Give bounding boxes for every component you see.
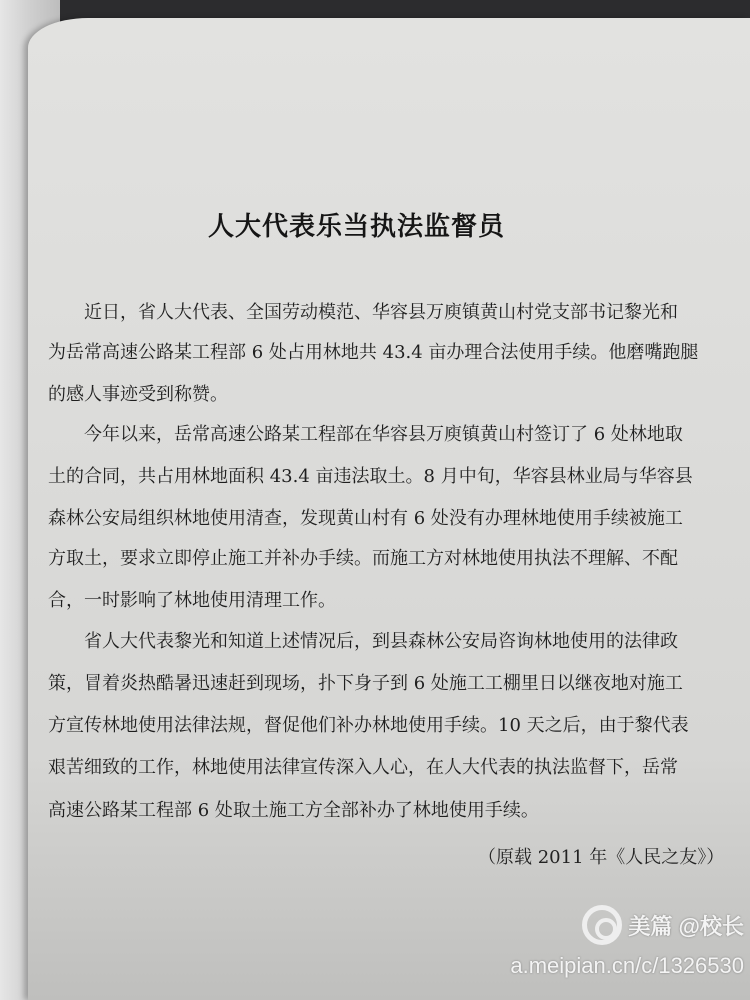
watermark-url: a.meipian.cn/c/1326530 xyxy=(510,953,744,978)
article-title: 人大代表乐当执法监督员 xyxy=(208,212,506,242)
book-page xyxy=(28,18,750,1000)
text-line: 森林公安局组织林地使用清查，发现黄山村有 6 处没有办理林地使用手续被施工 xyxy=(48,508,683,529)
text-line: 方宣传林地使用法律法规，督促他们补办林地使用手续。10 天之后，由于黎代表 xyxy=(48,715,689,736)
text-line: 的感人事迹受到称赞。 xyxy=(48,384,228,405)
meipian-logo-icon xyxy=(582,905,622,945)
text-line: 为岳常高速公路某工程部 6 处占用林地共 43.4 亩办理合法使用手续。他磨嘴跑腿 xyxy=(48,342,699,363)
text-line: 土的合同，共占用林地面积 43.4 亩违法取土。8 月中旬，华容县林业局与华容县 xyxy=(48,466,693,487)
text-line: 策，冒着炎热酷暑迅速赶到现场，扑下身子到 6 处施工工棚里日以继夜地对施工 xyxy=(48,673,683,694)
text-line: 省人大代表黎光和知道上述情况后，到县森林公安局咨询林地使用的法律政 xyxy=(84,631,678,652)
text-line: 近日，省人大代表、全国劳动模范、华容县万庾镇黄山村党支部书记黎光和 xyxy=(84,302,678,323)
source-citation: （原载 2011 年《人民之友》） xyxy=(478,847,725,868)
watermark xyxy=(510,905,744,979)
text-line: 方取土，要求立即停止施工并补办手续。而施工方对林地使用执法不理解、不配 xyxy=(48,548,678,569)
text-line: 今年以来，岳常高速公路某工程部在华容县万庾镇黄山村签订了 6 处林地取 xyxy=(84,424,683,445)
text-line: 艰苦细致的工作，林地使用法律宣传深入人心，在人大代表的执法监督下，岳常 xyxy=(48,757,678,778)
text-line: 合，一时影响了林地使用清理工作。 xyxy=(48,590,336,611)
text-line: 高速公路某工程部 6 处取土施工方全部补办了林地使用手续。 xyxy=(48,800,539,821)
watermark-brand: 美篇 @校长 xyxy=(628,913,744,939)
